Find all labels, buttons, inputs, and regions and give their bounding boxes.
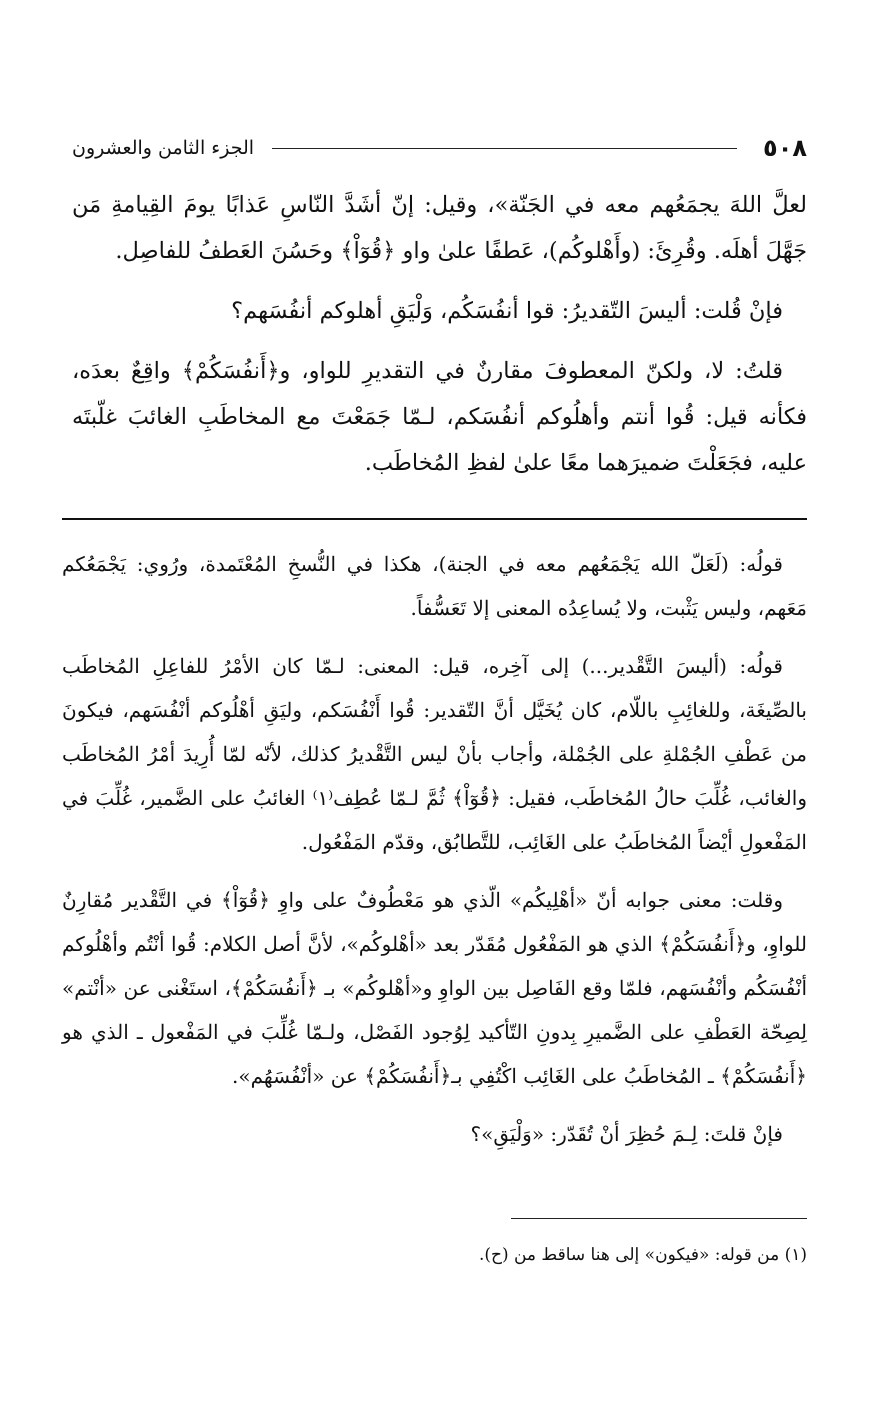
main-paragraph-1: لعلَّ اللهَ يجمَعُهم معه في الجَنّة»، وقيل: إنّ أشَدَّ النّاسِ عَذابًا يومَ القِيامةِ مَن جَهَّلَ أهلَه. وقُرِئَ: (وأَهْلوكُم)، عَطفًا علىٰ واو ﴿قُوٓاْ﴾ وحَسُنَ العَطفُ للفاصِل.	[72, 192, 807, 264]
main-paragraph-2: فإنْ قُلت: أليسَ التّقديرُ: قوا أنفُسَكُم، وَلْيَقِ أهلوكم أنفُسَهم؟	[231, 298, 783, 324]
main-text	[72, 182, 807, 486]
page-number: ٥٠٨	[763, 134, 807, 162]
commentary-paragraph-2: قولُه: (أليسَ التَّقْدير...) إلى آخِره، قيل: المعنى: لـمّا كان الأمْرُ للفاعِلِ المُخاطَب بالصِّيغَة، وللغائِبِ باللّام، كان يُخَيَّل أنَّ التّقدير: قُوا أَنْفُسَكم، وليَقِ أهْلُوكم أنْفُسَهم، فيكونَ من عَطْفِ الجُمْلةِ على الجُمْلة، وأجاب بأنْ ليس التَّقْديرُ كذلك، لأنّه لمّا أُرِيدَ أمْرُ المُخاطَب والغائب، غُلِّبَ حالُ المُخاطَب، فقيل: ﴿قُوٓاْ﴾ ثُمَّ لـمّا عُطِف⁽١⁾ الغائبُ على الضَّمير، غُلِّبَ في المَفْعولِ أيْضاً المُخاطَبُ على الغَائِب، للتَّطابُق، وقدّم المَفْعُول.	[62, 654, 807, 854]
running-title: الجزء الثامن والعشرون	[72, 137, 255, 159]
footnote: (١) من قوله: «فيكون» إلى هنا ساقط من (ح).	[478, 1245, 807, 1265]
footnote-rule	[511, 1218, 807, 1219]
commentary-paragraph-4: فإنْ قلتَ: لِـمَ حُظِرَ أنْ تُقَدّر: «وَلْيَقِ»؟	[470, 1122, 783, 1146]
commentary-paragraph-3: وقلت: معنى جوابه أنّ «أهْلِيكُم» الّذي هو مَعْطُوفٌ على واوِ ﴿قُوٓاْ﴾ في التَّقْدير مُقارِنٌ للواوِ، و﴿أَنفُسَكُمْ﴾ الذي هو المَفْعُول مُقَدّر بعد «أهْلوكُم»، لأنَّ أصل الكلام: قُوا أنْتُم وأهْلُوكم أنْفُسَكُم وأنْفُسَهم، فلمّا وقع الفَاصِل بين الواوِ و«أهْلوكُم» بـ ﴿أَنفُسَكُمْ﴾، استَغْنى عن «أنْتم» لِصِحّة العَطْفِ على الضَّميرِ بِدونِ التّأكيد لِوُجود الفَصْل، ولـمّا غُلِّبَ في المَفْعول ـ الذي هو ﴿أَنفُسَكُمْ﴾ ـ المُخاطَبُ على الغَائِب اكْتُفِي بـ﴿أَنفُسَكُمْ﴾ عن «أنْفُسَهُم».	[62, 888, 807, 1088]
commentary-paragraph-1: قولُه: (لَعَلّ الله يَجْمَعُهم معه في الجنة)، هكذا في النُّسخِ المُعْتَمدة، ورُوي: يَجْمَعُكم مَعَهم، وليس يَثْبت، ولا يُساعِدُه المعنى إلا تَعَسُّفاً.	[62, 552, 807, 620]
text-commentary-separator	[62, 518, 807, 520]
running-header	[72, 128, 807, 168]
main-paragraph-3: قلتُ: لا، ولكنّ المعطوفَ مقارنٌ في التقديرِ للواو، و﴿أَنفُسَكُمْ﴾ واقِعٌ بعدَه، فكأنه قيل: قُوا أنتم وأهلُوكم أنفُسَكم، لـمّا جَمَعْتَ مع المخاطَبِ الغائبَ غلّبتَه عليه، فجَعَلْتَ ضميرَهما معًا علىٰ لفظِ المُخاطَب.	[72, 358, 807, 476]
header-rule	[272, 148, 737, 149]
commentary	[62, 542, 807, 1156]
